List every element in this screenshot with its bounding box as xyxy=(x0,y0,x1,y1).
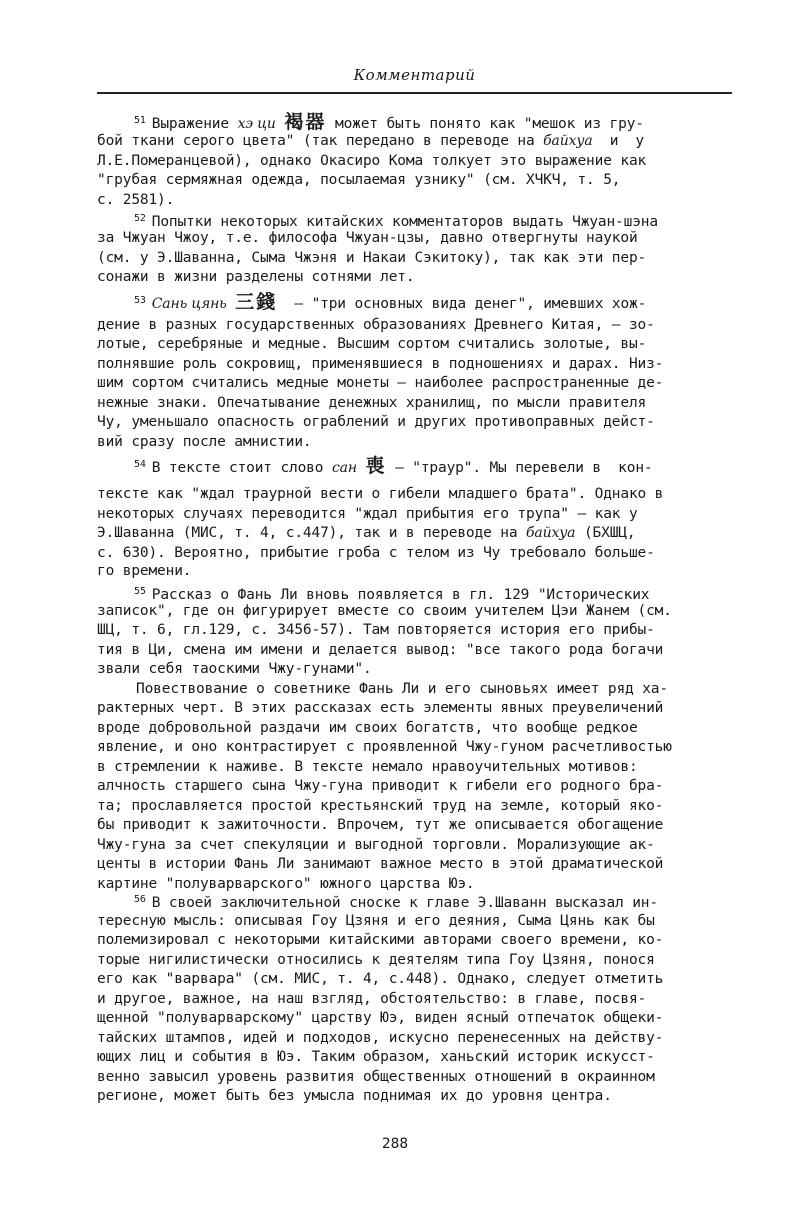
note-53-line-5: шим сортом считались медные монеты — наиболее распространенные де- xyxy=(97,375,664,391)
note-53-line-8: вий сразу после амнистии. xyxy=(97,434,312,450)
para-line-10: центы в истории Фань Ли занимают важное место в этой драматической xyxy=(97,856,664,872)
para-line-9: Чжу-гуна за счет спекуляции и выгодной торговли. Морализующие ак- xyxy=(97,837,655,853)
note-51-line-5: с. 2581). xyxy=(97,192,175,208)
footnote-number: 53 xyxy=(134,295,146,306)
chinese-character: 喪 xyxy=(365,455,387,477)
note-51-line-1: $^{51}$ Выражение хэ ци 褐器 может быть понято как "мешок из гру- xyxy=(134,111,644,133)
footnote-number: 52 xyxy=(134,213,146,224)
para-line-4: явление, и оно контрастирует с проявленной Чжу-гуном расчетливостью xyxy=(97,739,672,755)
para-line-11: картине "полуварварского" южного царства Юэ. xyxy=(97,876,475,892)
note-54-line-4: Э.Шаванна (МИС, т. 4, с.447), так и в переводе на байхуа (БХШЦ, xyxy=(97,525,636,541)
note-56-line-9: ющих лиц и события в Юэ. Таким образом, ханьский историк искусст- xyxy=(97,1049,655,1065)
note-54-line-6: го времени. xyxy=(97,563,192,579)
running-header: Комментарий xyxy=(353,66,476,84)
note-56-line-8: тайских штампов, идей и подходов, искусно перенесенных на действу- xyxy=(97,1030,664,1046)
chinese-characters: 褐器 xyxy=(284,111,327,133)
para-line-3: вроде добровольной раздачи им своих богатств, что вообще редкое xyxy=(97,720,638,736)
note-52-line-1: $^{52}$ Попытки некоторых китайских комментаторов выдать Чжуан-шэна xyxy=(134,213,658,230)
note-53-line-3: лотые, серебряные и медные. Высшим сортом считались золотые, вы- xyxy=(97,336,647,352)
note-51-line-4: "грубая сермяжная одежда, посылаемая узнику" (см. ХЧКЧ, т. 5, xyxy=(97,172,621,188)
footnote-number: 55 xyxy=(134,586,146,597)
note-55-line-5: звали себя таоскими Чжу-гунами". xyxy=(97,661,372,677)
note-56-line-10: венно завысил уровень развития общественных отношений в окраинном xyxy=(97,1069,655,1085)
note-56-line-11: регионе, может быть без умысла поднимая их до уровня центра. xyxy=(97,1088,612,1104)
note-54-line-3: некоторых случаях переводится "ждал прибытия его трупа" — как у xyxy=(97,506,638,522)
footnote-number: 51 xyxy=(134,115,146,126)
note-53-line-6: нежные знаки. Опечатывание денежных хранилищ, по мысли правителя xyxy=(97,395,647,411)
note-55-line-3: ШЦ, т. 6, гл.129, с. 3456-57). Там повторяется история его прибы- xyxy=(97,622,655,638)
note-56-line-1: $^{56}$ В своей заключительной сноске к главе Э.Шаванн высказал ин- xyxy=(134,894,658,911)
note-56-line-4: торые нигилистически относились к деятелям типа Гоу Цзяня, понося xyxy=(97,952,655,968)
note-52-line-2: за Чжуан Чжоу, т.е. философа Чжуан-цзы, давно отвергнуты наукой xyxy=(97,230,638,246)
note-51-line-2: бой ткани серого цвета" (так передано в переводе на байхуа и у xyxy=(97,133,645,149)
para-line-1: Повествование о советнике Фань Ли и его сыновьях имеет ряд ха- xyxy=(136,681,668,697)
note-53-line-7: Чу, уменьшало опасность ограблений и других противоправных дейст- xyxy=(97,414,655,430)
note-52-line-4: сонажи в жизни разделены сотнями лет. xyxy=(97,269,415,285)
chinese-characters: 三錢 xyxy=(235,291,278,313)
note-56-line-5: его как "варвара" (см. МИС, т. 4, с.448). Однако, следует отметить xyxy=(97,971,664,987)
note-54-line-1: $^{54}$ В тексте стоит слово сан 喪 — "траур". Мы перевели в кон- xyxy=(134,455,653,477)
para-line-7: та; прославляется простой крестьянский труд на земле, который яко- xyxy=(97,798,664,814)
footnote-number: 54 xyxy=(134,459,146,470)
note-56-line-3: полемизировал с некоторыми китайскими авторами своего времени, ко- xyxy=(97,932,664,948)
note-55-line-2: записок", где он фигурирует вместе со своим учителем Цэи Жанем (см. xyxy=(97,603,672,619)
para-line-8: бы приводит к зажиточности. Впрочем, тут же описывается обогащение xyxy=(97,817,664,833)
note-55-line-4: тия в Ци, смена им имени и делается вывод: "все такого рода богачи xyxy=(97,642,664,658)
para-line-2: рактерных черт. В этих рассказах есть элементы явных преувеличений xyxy=(97,700,664,716)
note-56-line-6: и другое, важное, на наш взгляд, обстоятельство: в главе, посвя- xyxy=(97,991,647,1007)
note-53-line-1: $^{53}$ Сань цянь 三錢 — "три основных вида денег", имевших хож- xyxy=(134,291,647,313)
note-52-line-3: (см. у Э.Шаванна, Сыма Чжэня и Накаи Сэкитоку), так как эти пер- xyxy=(97,250,647,266)
note-54-line-5: с. 630). Вероятно, прибытие гроба с телом из Чу требовало больше- xyxy=(97,545,655,561)
note-55-line-1: $^{55}$ Рассказ о Фань Ли вновь появляется в гл. 129 "Исторических xyxy=(134,586,650,603)
note-53-line-4: полнявшие роль сокровищ, применявшиеся в подношениях и дарах. Низ- xyxy=(97,356,664,372)
note-51-line-3: Л.Е.Померанцевой), однако Окасиро Кома толкует это выражение как xyxy=(97,153,647,169)
note-54-line-2: тексте как "ждал траурной вести о гибели младшего брата". Однако в xyxy=(97,486,664,502)
header-rule xyxy=(97,92,732,94)
para-line-6: алчность старшего сына Чжу-гуна приводит к гибели его родного бра- xyxy=(97,778,664,794)
note-56-line-7: щенной "полуварварскому" царству Юэ, виден ясный отпечаток общеки- xyxy=(97,1010,664,1026)
page-number: 288 xyxy=(381,1136,409,1152)
footnote-number: 56 xyxy=(134,894,146,905)
para-line-5: в стремлении к наживе. В тексте немало нравоучительных мотивов: xyxy=(97,759,638,775)
note-53-line-2: дение в разных государственных образованиях Древнего Китая, — зо- xyxy=(97,317,655,333)
note-56-line-2: тересную мысль: описывая Гоу Цзяня и его деяния, Сыма Цянь как бы xyxy=(97,913,655,929)
